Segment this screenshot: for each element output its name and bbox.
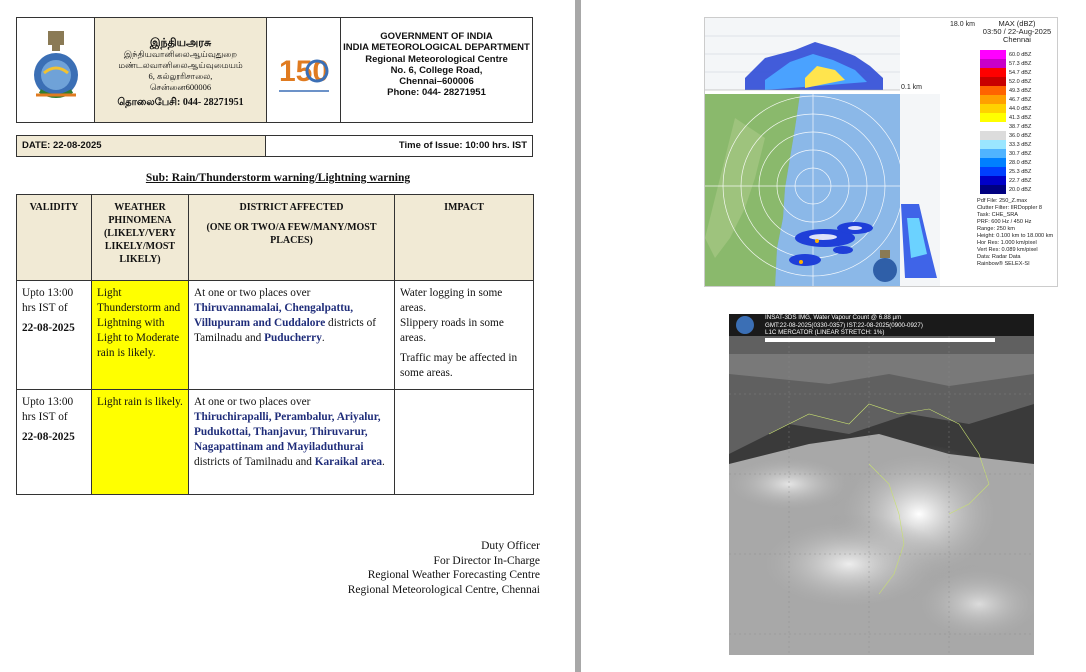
radar-scale-swatch: [980, 185, 1006, 194]
radar-image: [704, 17, 1058, 287]
radar-meta-line: Clutter Filter: IIRDoppler 8: [977, 205, 1042, 211]
radar-scale-swatch: [980, 167, 1006, 176]
radar-scale-label: 36.0 dBZ: [1009, 132, 1032, 139]
radar-meta-line: Range: 250 km: [977, 226, 1015, 232]
warning-table: [16, 194, 534, 495]
validity-cell: [17, 281, 92, 390]
issue-time: Time of Issue: 10:00 hrs. IST: [398, 140, 527, 151]
signature-line: Regional Weather Forecasting Centre: [367, 569, 540, 582]
radar-scale-entry: [980, 86, 1058, 95]
radar-scale-entry: [980, 176, 1058, 185]
radar-meta-line: Data: Radar Data: [977, 254, 1021, 260]
radar-scale-label: 52.0 dBZ: [1009, 78, 1032, 85]
tamil-line: மண்டலவானிலைஆய்வுமையம்: [118, 60, 243, 70]
radar-scale-label: 38.7 dBZ: [1009, 123, 1032, 130]
radar-scale-entry: [980, 113, 1058, 122]
impact-cell: [395, 390, 534, 495]
satellite-image: [729, 314, 1034, 655]
tamil-line: சென்னை600006: [149, 82, 212, 92]
radar-scale-swatch: [980, 86, 1006, 95]
radar-scale-swatch: [980, 113, 1006, 122]
signature-line: Duty Officer: [481, 540, 540, 552]
radar-scale-label: 33.3 dBZ: [1009, 141, 1032, 148]
validity-date: 22-08-2025: [22, 431, 75, 443]
radar-scale-entry: [980, 122, 1058, 131]
logo-150-text: 150: [278, 55, 329, 88]
page-divider: [575, 0, 581, 672]
district-mid: districts of Tamilnadu and: [194, 456, 315, 468]
subject-line: Sub: Rain/Thunderstorm warning/Lightning warning: [145, 172, 411, 184]
satellite-line: INSAT-3DS IMG, Water Vapour Count @ 6.88 µm: [765, 314, 902, 321]
impact-cell: [395, 281, 534, 390]
radar-range: 0.1 km: [901, 84, 923, 91]
radar-title-block: [977, 20, 1057, 44]
radar-scale-swatch: [980, 158, 1006, 167]
radar-scale-swatch: [980, 77, 1006, 86]
satellite-caption: [765, 314, 923, 337]
header-district-sub: (ONE OR TWO/A FEW/MANY/MOST PLACES): [206, 222, 377, 246]
tamil-address: [95, 18, 267, 122]
radar-scale-entry: [980, 149, 1058, 158]
district-cell: [189, 390, 395, 495]
radar-scale-entry: [980, 59, 1058, 68]
address-line: No. 6, College Road,: [390, 64, 483, 76]
radar-meta-line: PRF: 600 Hz / 450 Hz: [977, 219, 1032, 225]
radar-scale-label: 54.7 dBZ: [1009, 69, 1032, 76]
radar-scale-label: 20.0 dBZ: [1009, 186, 1032, 193]
radar-title: MAX (dBZ): [998, 19, 1036, 28]
district-extra: Karaikal area: [314, 456, 383, 468]
header-phenomena: WEATHER PHINOMENA (LIKELY/VERY LIKELY/MOST LIKELY): [92, 195, 189, 281]
phenomena-cell: Light Thunderstorm and Lightning with Light to Moderate rain is likely.: [92, 281, 189, 390]
dept-title: INDIA METEOROLOGICAL DEPARTMENT: [343, 42, 530, 54]
english-address: [341, 18, 532, 122]
radar-scale-swatch: [980, 104, 1006, 113]
tamil-line: இந்தியவானிலைஆய்வுதுறை: [123, 49, 238, 59]
phone-line: Phone: 044- 28271951: [387, 87, 486, 99]
radar-meta-line: Pdf File: 250_Z.max: [977, 198, 1028, 204]
signature-line: Regional Meteorological Centre, Chennai: [347, 583, 540, 596]
satellite-graphic: [729, 314, 1034, 655]
address-line: Chennai–600006: [399, 76, 474, 88]
validity-date: 22-08-2025: [22, 322, 75, 334]
radar-scale-label: 41.3 dBZ: [1009, 114, 1032, 121]
radar-scale-label: 22.7 dBZ: [1009, 177, 1032, 184]
table-header-row: [17, 195, 534, 281]
signature-block: [348, 539, 540, 597]
radar-meta-line: Rainbow® SELEX-SI: [977, 261, 1030, 267]
letterhead: [16, 17, 533, 123]
radar-meta-line: Task: CHE_SRA: [977, 212, 1019, 218]
impact-item: Slippery roads in some areas.: [400, 317, 504, 344]
imd-emblem: [17, 18, 95, 122]
table-row: [17, 390, 534, 495]
district-names: Thiruvannamalai, Chengalpattu, Villupuram and Cuddalore: [194, 302, 354, 329]
radar-scale-swatch: [980, 176, 1006, 185]
radar-scale-swatch: [980, 50, 1006, 59]
header-district-title: DISTRICT AFFECTED: [239, 202, 344, 213]
radar-scale-entry: [980, 50, 1058, 59]
district-extra: Puducherry: [264, 332, 322, 344]
tamil-phone: தொலைபேசி: 044- 28271951: [117, 97, 244, 108]
header-validity: VALIDITY: [17, 195, 92, 281]
radar-scale-swatch: [980, 140, 1006, 149]
header-district: [189, 195, 395, 281]
radar-meta-line: Hor Res: 1.000 km/pixel: [977, 240, 1037, 246]
radar-scale-entry: [980, 104, 1058, 113]
district-mid: districts of Tamilnadu and: [194, 317, 377, 344]
radar-scale-label: 30.7 dBZ: [1009, 150, 1032, 157]
issue-date: DATE: 22-08-2025: [17, 136, 266, 156]
radar-height: 18.0 km: [950, 21, 975, 28]
radar-scale-label: 60.0 dBZ: [1009, 51, 1032, 58]
satellite-line: GMT:22-08-2025(0330-0357) IST:22-08-2025(0900-0927): [765, 321, 923, 329]
table-row: [17, 281, 534, 390]
radar-scale-entry: [980, 140, 1058, 149]
radar-scale-label: 44.0 dBZ: [1009, 105, 1032, 112]
district-prefix: At one or two places over: [194, 396, 311, 408]
validity-cell: [17, 390, 92, 495]
radar-scale-swatch: [980, 149, 1006, 158]
signature-line: For Director In-Charge: [433, 554, 540, 567]
radar-scale-label: 57.3 dBZ: [1009, 60, 1032, 67]
radar-scale-label: 46.7 dBZ: [1009, 96, 1032, 103]
radar-meta: [977, 198, 1057, 268]
radar-scale-entry: [980, 68, 1058, 77]
district-cell: [189, 281, 395, 390]
radar-scale-swatch: [980, 122, 1006, 131]
radar-scale-swatch: [980, 95, 1006, 104]
phenomena-cell: Light rain is likely.: [92, 390, 189, 495]
gov-title: GOVERNMENT OF INDIA: [380, 31, 493, 42]
header-impact: IMPACT: [395, 195, 534, 281]
radar-scale-swatch: [980, 68, 1006, 77]
impact-item: Water logging in some areas.: [400, 287, 503, 314]
imd-150-logo: [267, 18, 341, 122]
radar-scale-entry: [980, 131, 1058, 140]
radar-scale-swatch: [980, 131, 1006, 140]
radar-scale-entry: [980, 77, 1058, 86]
radar-scale-label: 28.0 dBZ: [1009, 159, 1032, 166]
date-bar: [16, 135, 533, 157]
district-end: .: [321, 332, 325, 344]
radar-meta-line: Vert Res: 0.089 km/pixel: [977, 247, 1038, 253]
radar-scale-entry: [980, 158, 1058, 167]
imd-emblem-icon: [26, 29, 86, 111]
radar-scale-entry: [980, 95, 1058, 104]
tamil-line: 6, கல்லூரிசாலை,: [148, 71, 213, 81]
radar-meta-line: Height: 0.100 km to 18.000 km: [977, 233, 1054, 239]
radar-scale-entry: [980, 185, 1058, 194]
radar-station: Chennai: [1003, 35, 1031, 44]
radar-legend: [980, 50, 1058, 194]
radar-scale-entry: [980, 167, 1058, 176]
radar-scale-swatch: [980, 59, 1006, 68]
impact-item: Traffic may be affected in some areas.: [400, 352, 518, 379]
district-end: .: [382, 456, 385, 468]
radar-time: 03:50 / 22-Aug-2025: [982, 27, 1052, 36]
satellite-line: L1C MERCATOR (LINEAR STRETCH: 1%): [765, 329, 885, 336]
radar-scale-label: 49.3 dBZ: [1009, 87, 1032, 94]
radar-scale-label: 25.3 dBZ: [1009, 168, 1032, 175]
rmc-title: Regional Meteorological Centre: [365, 53, 508, 65]
validity-text: Upto 13:00 hrs IST of: [22, 287, 74, 314]
logo-150-icon: [271, 37, 337, 103]
tamil-title: இந்தியஅரசு: [149, 37, 212, 49]
district-names: Thiruchirapalli, Perambalur, Ariyalur, Pudukottai, Thanjavur, Thiruvarur, Nagapattinam and Mayiladuthurai: [194, 411, 381, 453]
district-prefix: At one or two places over: [194, 287, 311, 299]
validity-text: Upto 13:00 hrs IST of: [22, 396, 74, 423]
